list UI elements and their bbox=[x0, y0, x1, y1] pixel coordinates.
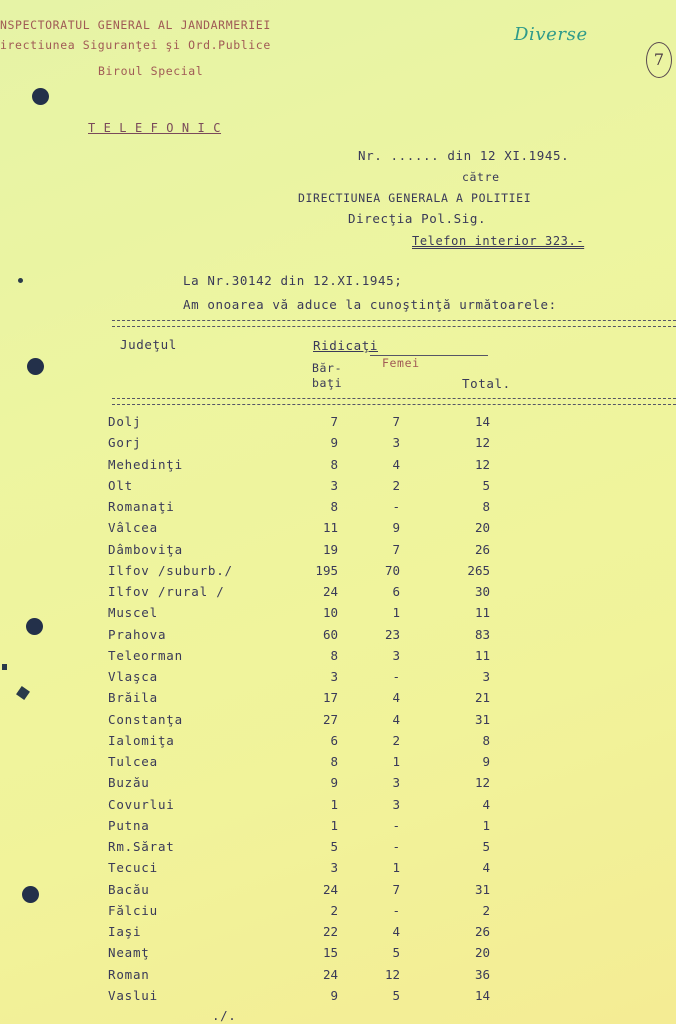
column-header-femei: Femei bbox=[382, 356, 420, 370]
cell-femei: 1 bbox=[392, 860, 400, 876]
cell-total: 83 bbox=[474, 626, 490, 642]
cell-barbati: 3 bbox=[330, 860, 338, 876]
cell-femei: 7 bbox=[392, 541, 400, 557]
page-number: 7 bbox=[646, 42, 672, 78]
cell-femei: 6 bbox=[392, 584, 400, 599]
table-row bbox=[0, 584, 676, 605]
table-row bbox=[0, 733, 676, 754]
handwritten-note: Diverse bbox=[514, 24, 588, 45]
cell-total: 20 bbox=[474, 520, 490, 536]
cell-femei: 9 bbox=[392, 520, 400, 536]
cell-femei: 12 bbox=[384, 966, 400, 982]
cell-total: 31 bbox=[474, 711, 490, 727]
table-row bbox=[0, 797, 676, 818]
cell-barbati: 24 bbox=[322, 584, 338, 599]
cell-femei: 4 bbox=[392, 924, 400, 939]
table-row bbox=[0, 605, 676, 626]
cell-barbati: 2 bbox=[330, 902, 338, 918]
cell-femei: 3 bbox=[392, 435, 400, 451]
cell-barbati: 9 bbox=[330, 775, 338, 791]
cell-barbati: 27 bbox=[322, 711, 338, 727]
cell-barbati: 11 bbox=[322, 520, 338, 536]
cell-barbati: 9 bbox=[330, 435, 338, 451]
cell-total: 11 bbox=[474, 605, 490, 621]
department: Direcţia Pol.Sig. bbox=[348, 211, 487, 226]
cell-judet: Tulcea bbox=[108, 754, 158, 769]
cell-judet: Ilfov /rural / bbox=[108, 584, 225, 599]
cell-barbati: 5 bbox=[330, 839, 338, 854]
cell-barbati: 24 bbox=[322, 881, 338, 897]
table-row bbox=[0, 903, 676, 924]
table-row bbox=[0, 775, 676, 796]
cell-total: 12 bbox=[474, 775, 490, 791]
institution-line: NSPECTORATUL GENERAL AL JANDARMERIEI bbox=[0, 18, 271, 32]
reference-number: Nr. ...... din 12 XI.1945. bbox=[358, 148, 570, 163]
cell-judet: Romanaţi bbox=[108, 499, 175, 514]
cell-total: 8 bbox=[482, 499, 490, 514]
punch-hole bbox=[32, 88, 49, 105]
cell-femei: 5 bbox=[392, 987, 400, 1003]
cell-barbati: 19 bbox=[322, 541, 338, 557]
cell-total: 20 bbox=[474, 945, 490, 961]
cell-barbati: 8 bbox=[330, 647, 338, 663]
cell-judet: Covurlui bbox=[108, 796, 175, 812]
cell-femei: 3 bbox=[392, 647, 400, 663]
cell-total: 5 bbox=[482, 477, 490, 493]
table-row bbox=[0, 414, 676, 435]
cell-femei: 3 bbox=[392, 796, 400, 812]
cell-judet: Dâmboviţa bbox=[108, 541, 183, 557]
table-row bbox=[0, 542, 676, 563]
cell-barbati: 10 bbox=[322, 605, 338, 621]
table-row bbox=[0, 669, 676, 690]
cell-barbati: 1 bbox=[330, 817, 338, 833]
cell-judet: Prahova bbox=[108, 626, 167, 642]
table-row bbox=[0, 627, 676, 648]
table-row bbox=[0, 860, 676, 881]
cell-judet: Gorj bbox=[108, 435, 142, 451]
table-row bbox=[0, 924, 676, 945]
cell-total: 8 bbox=[482, 732, 490, 748]
column-header-total: Total. bbox=[462, 376, 511, 391]
cell-barbati: 1 bbox=[330, 796, 338, 812]
cell-femei: - bbox=[392, 839, 400, 854]
office-line: Biroul Special bbox=[98, 64, 204, 78]
cell-judet: Buzău bbox=[108, 775, 150, 791]
cell-barbati: 6 bbox=[330, 732, 338, 748]
cell-femei: 1 bbox=[392, 754, 400, 769]
cell-barbati: 60 bbox=[322, 626, 338, 642]
cell-total: 265 bbox=[467, 562, 490, 578]
cell-femei: 4 bbox=[392, 711, 400, 727]
cell-total: 31 bbox=[474, 881, 490, 897]
cell-barbati: 195 bbox=[315, 562, 338, 578]
cell-total: 4 bbox=[482, 796, 490, 812]
cell-barbati: 15 bbox=[322, 945, 338, 961]
cell-judet: Brăila bbox=[108, 690, 158, 706]
intro-line: Am onoarea vă aduce la cunoştinţă următoarele: bbox=[183, 297, 557, 312]
margin-mark bbox=[18, 278, 23, 283]
cell-judet: Mehedinţi bbox=[108, 456, 183, 472]
cell-total: 1 bbox=[482, 817, 490, 833]
table-row bbox=[0, 712, 676, 733]
cell-total: 26 bbox=[474, 924, 490, 939]
cell-total: 30 bbox=[474, 584, 490, 599]
punch-hole bbox=[27, 358, 44, 375]
cell-femei: 1 bbox=[392, 605, 400, 621]
cell-femei: 2 bbox=[392, 477, 400, 493]
cell-judet: Ialomiţa bbox=[108, 732, 175, 748]
table-row bbox=[0, 563, 676, 584]
table-row bbox=[0, 945, 676, 966]
cell-judet: Vaslui bbox=[108, 987, 158, 1003]
cell-barbati: 7 bbox=[330, 414, 338, 429]
cell-barbati: 22 bbox=[322, 924, 338, 939]
cell-judet: Teleorman bbox=[108, 647, 183, 663]
cell-total: 12 bbox=[474, 435, 490, 451]
table-row bbox=[0, 435, 676, 456]
cell-judet: Olt bbox=[108, 477, 133, 493]
cell-femei: 5 bbox=[392, 945, 400, 961]
cell-barbati: 3 bbox=[330, 477, 338, 493]
cell-total: 12 bbox=[474, 456, 490, 472]
directorate-line: irectiunea Siguranţei şi Ord.Publice bbox=[0, 38, 271, 52]
cell-femei: - bbox=[392, 499, 400, 514]
cell-total: 5 bbox=[482, 839, 490, 854]
table-row bbox=[0, 648, 676, 669]
cell-judet: Vlaşca bbox=[108, 669, 158, 684]
cell-femei: - bbox=[392, 902, 400, 918]
cell-total: 2 bbox=[482, 902, 490, 918]
table-top-rule bbox=[112, 320, 676, 327]
cell-total: 4 bbox=[482, 860, 490, 876]
cell-femei: - bbox=[392, 817, 400, 833]
cell-judet: Roman bbox=[108, 966, 150, 982]
table-row bbox=[0, 818, 676, 839]
cell-femei: 7 bbox=[392, 414, 400, 429]
cell-total: 36 bbox=[474, 966, 490, 982]
cell-total: 11 bbox=[474, 647, 490, 663]
table-row bbox=[0, 882, 676, 903]
cell-barbati: 8 bbox=[330, 456, 338, 472]
cell-judet: Tecuci bbox=[108, 860, 158, 876]
cell-total: 26 bbox=[474, 541, 490, 557]
document-title: T E L E F O N I C bbox=[88, 121, 222, 135]
table-row bbox=[0, 520, 676, 541]
cell-femei: 4 bbox=[392, 456, 400, 472]
cell-judet: Iaşi bbox=[108, 924, 142, 939]
cell-barbati: 8 bbox=[330, 499, 338, 514]
cell-femei: 2 bbox=[392, 732, 400, 748]
cell-total: 9 bbox=[482, 754, 490, 769]
cell-total: 21 bbox=[474, 690, 490, 706]
table-header-rule bbox=[112, 398, 676, 405]
table-row bbox=[0, 499, 676, 520]
recipient: DIRECTIUNEA GENERALA A POLITIEI bbox=[298, 191, 532, 205]
cell-judet: Muscel bbox=[108, 605, 158, 621]
cell-femei: - bbox=[392, 669, 400, 684]
column-header-barbati: Băr- baţi bbox=[312, 361, 343, 390]
table-row bbox=[0, 967, 676, 988]
cell-barbati: 17 bbox=[322, 690, 338, 706]
table-row bbox=[0, 754, 676, 775]
cell-femei: 23 bbox=[384, 626, 400, 642]
table-row bbox=[0, 478, 676, 499]
phone-line: Telefon interior 323.- bbox=[412, 234, 585, 248]
column-header-ridicati: Ridicaţi bbox=[313, 338, 379, 353]
cell-femei: 3 bbox=[392, 775, 400, 791]
cell-judet: Bacău bbox=[108, 881, 150, 897]
cell-judet: Constanţa bbox=[108, 711, 183, 727]
cell-femei: 70 bbox=[384, 562, 400, 578]
table-row bbox=[0, 690, 676, 711]
cell-judet: Neamţ bbox=[108, 945, 150, 961]
continuation-mark: ./. bbox=[212, 1008, 237, 1023]
cell-judet: Ilfov /suburb./ bbox=[108, 562, 233, 578]
column-header-judet: Judeţul bbox=[120, 337, 177, 352]
cell-judet: Putna bbox=[108, 817, 150, 833]
cell-femei: 4 bbox=[392, 690, 400, 706]
cell-judet: Dolj bbox=[108, 414, 142, 429]
cell-femei: 7 bbox=[392, 881, 400, 897]
cell-judet: Rm.Sărat bbox=[108, 839, 175, 854]
cell-barbati: 3 bbox=[330, 669, 338, 684]
cell-judet: Fălciu bbox=[108, 902, 158, 918]
cell-barbati: 9 bbox=[330, 987, 338, 1003]
cell-barbati: 8 bbox=[330, 754, 338, 769]
reference-line: La Nr.30142 din 12.XI.1945; bbox=[183, 273, 403, 288]
cell-barbati: 24 bbox=[322, 966, 338, 982]
table-row bbox=[0, 457, 676, 478]
addressed-to: către bbox=[462, 170, 500, 184]
cell-total: 14 bbox=[474, 987, 490, 1003]
table-row bbox=[0, 988, 676, 1009]
cell-total: 3 bbox=[482, 669, 490, 684]
table-row bbox=[0, 839, 676, 860]
cell-total: 14 bbox=[474, 414, 490, 429]
cell-judet: Vâlcea bbox=[108, 520, 158, 536]
